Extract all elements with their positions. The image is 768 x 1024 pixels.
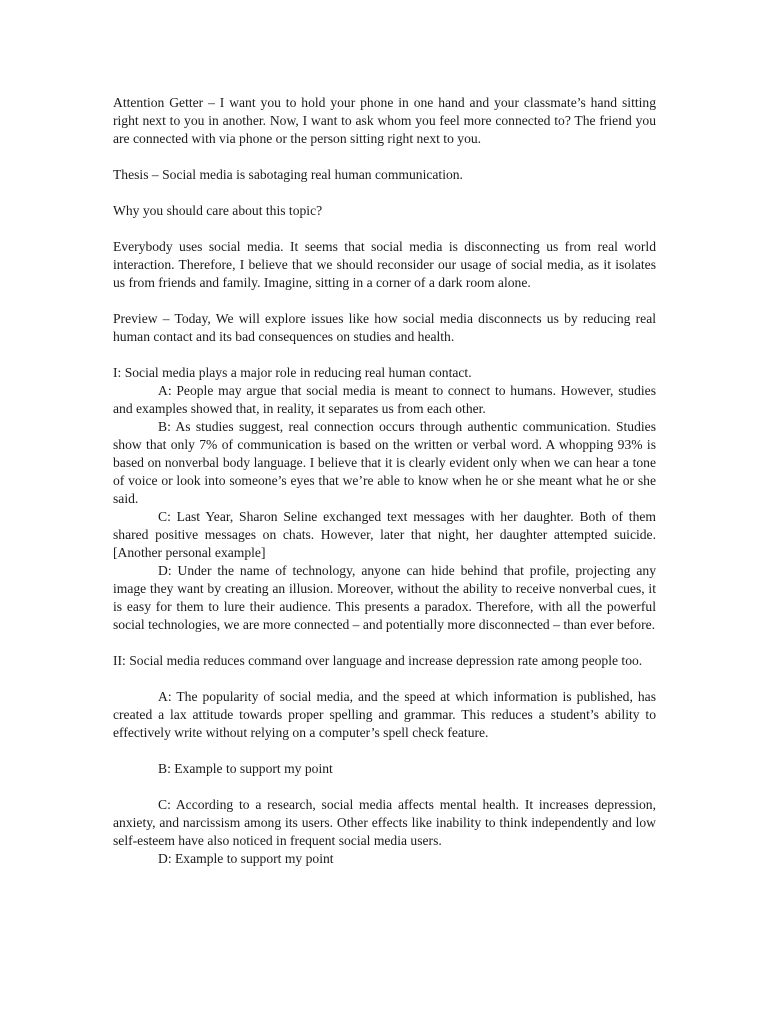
attention-getter-paragraph: Attention Getter – I want you to hold your phone in one hand and your classmate’s hand sitting right next to you in another. Now, I want to ask whom you feel more connected to? The friend you are connected with via phone or the person sitting right next to you. [113, 95, 656, 146]
section-2-point-c: C: According to a research, social media affects mental health. It increases depression, anxiety, and narcissism among its users. Other effects like inability to think independently and low self-esteem have also noticed in frequent social media users. [113, 797, 656, 848]
thesis-paragraph: Thesis – Social media is sabotaging real human communication. [113, 167, 463, 182]
section-2-point-d: D: Example to support my point [158, 851, 334, 866]
section-1-point-d: D: Under the name of technology, anyone can hide behind that profile, projecting any image they want by creating an illusion. Moreover, without the ability to receive nonverbal cues, it is easy for them to lure their audience. This presents a paradox. Therefore, with all the powerful social technologies, we are more connected – and potentially more disconnected – than ever before. [113, 563, 656, 632]
preview-paragraph: Preview – Today, We will explore issues like how social media disconnects us by reducing real human contact and its bad consequences on studies and health. [113, 311, 656, 344]
section-1-point-c: C: Last Year, Sharon Seline exchanged text messages with her daughter. Both of them shared positive messages on chats. However, later that night, her daughter attempted suicide. [Another personal example] [113, 509, 656, 560]
everybody-paragraph: Everybody uses social media. It seems that social media is disconnecting us from real world interaction. Therefore, I believe that we should reconsider our usage of social media, as it isolates us from friends and family. Imagine, sitting in a corner of a dark room alone. [113, 239, 656, 290]
section-2-heading: II: Social media reduces command over language and increase depression rate among people too. [113, 653, 643, 668]
why-care-paragraph: Why you should care about this topic? [113, 203, 323, 218]
document-body [113, 94, 656, 868]
section-2-point-a: A: The popularity of social media, and the speed at which information is published, has created a lax attitude towards proper spelling and grammar. This reduces a student’s ability to effectively write without relying on a computer’s spell check feature. [113, 689, 656, 740]
section-1-point-b: B: As studies suggest, real connection occurs through authentic communication. Studies show that only 7% of communication is based on the written or verbal word. A whopping 93% is based on nonverbal body language. I believe that it is clearly evident only when we can hear a tone of voice or look into someone’s eyes that we’re able to know when he or she meant what he or she said. [113, 419, 656, 506]
section-2-point-b: B: Example to support my point [158, 761, 333, 776]
section-1-point-a: A: People may argue that social media is meant to connect to humans. However, studies and examples showed that, in reality, it separates us from each other. [113, 383, 656, 416]
section-1-heading: I: Social media plays a major role in reducing real human contact. [113, 365, 472, 380]
